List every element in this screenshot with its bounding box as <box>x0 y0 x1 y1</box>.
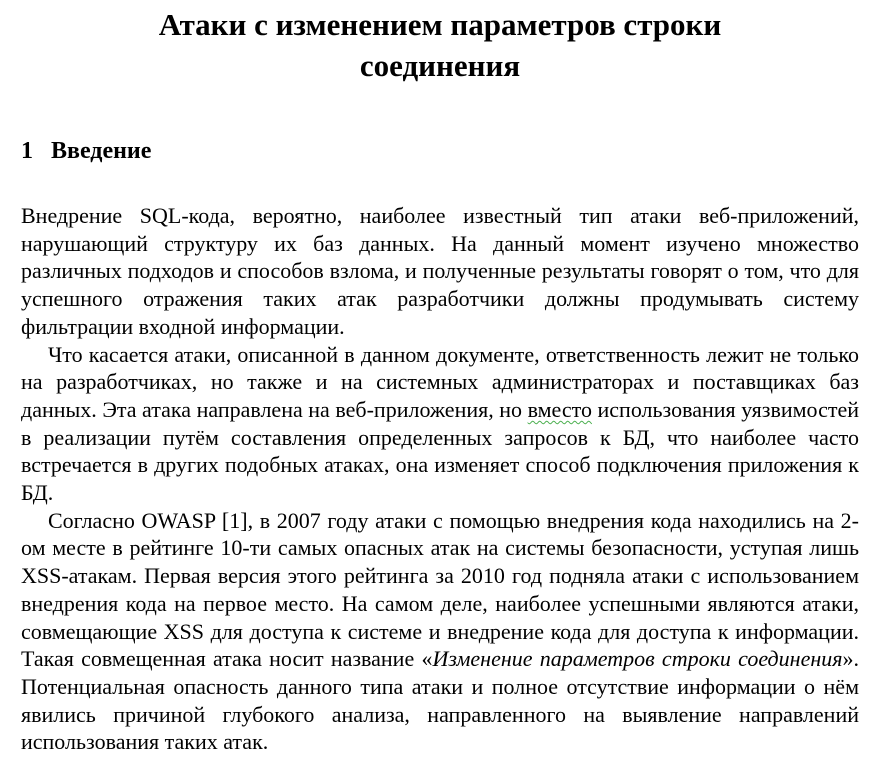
section-heading <box>21 136 859 166</box>
document-page <box>21 4 859 756</box>
paragraph-3-text-end: ». Потенциальная опасность данного типа атаки и полное отсутствие информации о нём явились причиной глубокого анализа, направленного на выявление направлений использования таких атак. <box>21 646 859 755</box>
paragraph-2-text-end: использования уязвимостей в реализации путём составления определенных запросов к БД, что наиболее часто встречается в других подобных атаках, она изменяет способ подключения приложения к БД. <box>21 396 860 506</box>
document-title: Атаки с изменением параметров строки соединения <box>158 7 722 83</box>
paragraph-3-text-start: Согласно OWASP [1], в 2007 году атаки с помощью внедрения кода находились на 2-ом месте в рейтинге 10-ти самых опасных атак на системы безопасности, уступая лишь XSS-атакам. Первая версия этого рейтинга за 2010 год подняла атаки с использованием внедрения кода на первое место. На самом деле, наиболее успешными являются атаки, совмещающие XSS для доступа к системе и внедрение кода для доступа к информации. Такая совмещенная атака носит название « <box>21 507 859 672</box>
section-number: 1 <box>21 138 33 164</box>
section-title: Введение <box>51 138 152 164</box>
body-text <box>21 202 859 756</box>
attack-name-emphasis: Изменение параметров строки соединения <box>432 646 843 672</box>
spellcheck-flagged-word: вместо <box>527 396 592 422</box>
paragraph-2-text-start: Что касается атаки, описанной в данном документе, ответственность лежит не только на разработчиках, но также и на системных администраторах и поставщиках баз данных. Эта атака направлена на веб-приложения, но <box>21 341 859 422</box>
paragraph-1: Внедрение SQL-кода, вероятно, наиболее известный тип атаки веб-приложений, нарушающий структуру их баз данных. На данный момент изучено множество различных подходов и способов взлома, и полученные результаты говорят о том, что для успешного отражения таких атак разработчики должны продумывать систему фильтрации входной информации. <box>21 203 859 339</box>
paragraph-2 <box>21 341 859 507</box>
paragraph-3 <box>21 507 859 756</box>
